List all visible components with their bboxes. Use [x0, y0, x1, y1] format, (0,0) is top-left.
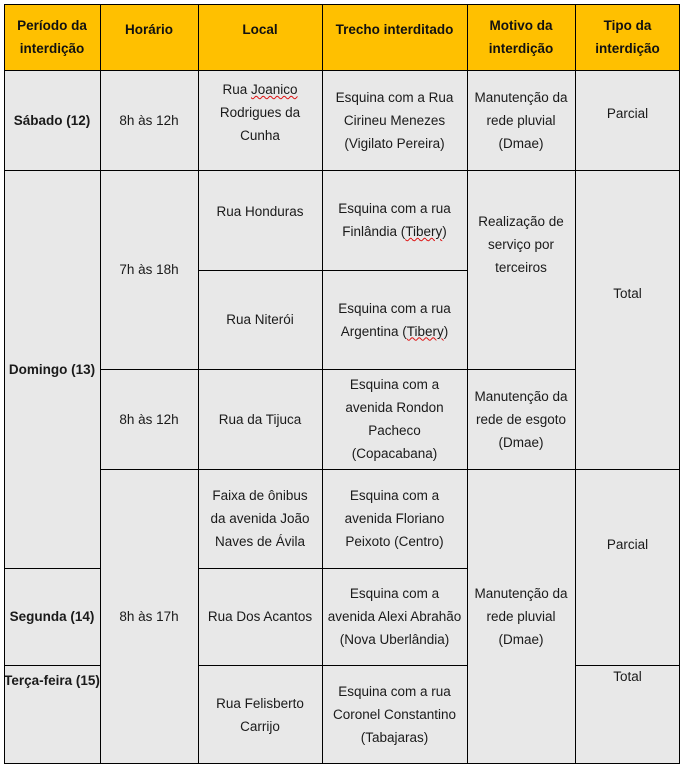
- header-periodo-text: Período da interdição: [17, 18, 87, 56]
- period-sabado-text: Sábado (12): [13, 112, 91, 128]
- tipo-cell: [575, 665, 680, 764]
- trecho-text-part: ): [443, 323, 449, 339]
- tipo-text: Parcial: [606, 105, 649, 121]
- header-periodo: [4, 4, 100, 70]
- trecho-cell: [322, 568, 467, 665]
- local-cell: [198, 665, 322, 764]
- local-text: Rua Honduras: [216, 204, 304, 219]
- header-local: [198, 4, 322, 70]
- tipo-cell: [575, 70, 680, 170]
- trecho-text-part: Tibery: [406, 323, 444, 339]
- local-text: Rua da Tijuca: [218, 411, 302, 427]
- local-cell: [198, 170, 322, 270]
- tipo-text: Total: [613, 669, 642, 684]
- trecho-text: Esquina com a avenida Floriano Peixoto (Centro): [344, 488, 445, 549]
- local-text: Rua Niterói: [226, 312, 294, 327]
- tipo-cell: [575, 170, 680, 469]
- local-text: [208, 78, 312, 147]
- header-tipo-text: Tipo da interdição: [595, 18, 660, 56]
- period-domingo: [4, 170, 100, 568]
- header-trecho-text: Trecho interditado: [335, 22, 454, 37]
- local-text-part: Joanico: [250, 82, 298, 97]
- local-cell: [198, 469, 322, 568]
- period-terca-text: Terça-feira (15): [4, 673, 100, 688]
- period-segunda: [4, 568, 100, 665]
- trecho-text-part: Tibery: [405, 224, 443, 239]
- local-cell: [198, 369, 322, 469]
- time-text: 8h às 12h: [119, 112, 179, 128]
- header-horario-text: Horário: [124, 22, 173, 37]
- motivo-text: Realização de serviço por terceiros: [478, 214, 564, 275]
- header-motivo: [467, 4, 575, 70]
- tipo-cell: [575, 469, 680, 665]
- motivo-text: Manutenção da rede pluvial (Dmae): [474, 586, 568, 647]
- time-cell: [100, 170, 198, 369]
- trecho-text: Esquina com a avenida Rondon Pacheco (Copacabana): [345, 377, 444, 461]
- period-domingo-text: Domingo (13): [8, 361, 96, 377]
- time-text: 8h às 17h: [119, 609, 179, 624]
- header-horario: [100, 4, 198, 70]
- motivo-cell: [467, 469, 575, 764]
- trecho-cell: [322, 469, 467, 568]
- header-trecho: [322, 4, 467, 70]
- period-segunda-text: Segunda (14): [9, 609, 95, 624]
- period-terca: [4, 665, 100, 764]
- header-motivo-text: Motivo da interdição: [488, 18, 554, 56]
- tipo-text: Total: [613, 286, 642, 301]
- trecho-cell: [322, 369, 467, 469]
- local-cell: [198, 70, 322, 170]
- local-cell: [198, 568, 322, 665]
- motivo-text: Manutenção da rede pluvial (Dmae): [474, 89, 568, 151]
- motivo-cell: [467, 170, 575, 369]
- trecho-cell: [322, 270, 467, 369]
- trecho-cell: [322, 70, 467, 170]
- header-tipo: [575, 4, 680, 70]
- trecho-text-part: Esquina com a rua Argentina (: [338, 300, 451, 339]
- trecho-text-part: Esquina com a rua Finlândia (: [338, 201, 451, 239]
- period-sabado: [4, 70, 100, 170]
- trecho-text: Esquina com a rua Coronel Constantino (Tabajaras): [332, 684, 457, 745]
- local-cell: [198, 270, 322, 369]
- trecho-cell: [322, 170, 467, 270]
- tipo-text: Parcial: [606, 536, 649, 552]
- trecho-text-part: ): [442, 224, 447, 239]
- time-text: 8h às 12h: [119, 411, 179, 427]
- motivo-cell: [467, 70, 575, 170]
- time-cell: [100, 70, 198, 170]
- time-text: 7h às 18h: [119, 262, 179, 277]
- motivo-cell: [467, 369, 575, 469]
- time-cell: [100, 369, 198, 469]
- local-text-part: Rodrigues da Cunha: [219, 105, 301, 143]
- trecho-text: Esquina com a Rua Cirineu Menezes (Vigilato Pereira): [335, 89, 454, 151]
- local-text-part: Rua: [222, 82, 251, 97]
- motivo-text: Manutenção da rede de esgoto (Dmae): [474, 388, 568, 450]
- local-text: Rua Dos Acantos: [207, 609, 313, 624]
- header-local-text: Local: [242, 22, 278, 37]
- local-text: Rua Felisberto Carrijo: [216, 695, 304, 734]
- trecho-text: [336, 297, 453, 343]
- trecho-cell: [322, 665, 467, 764]
- local-text: Faixa de ônibus da avenida João Naves de Ávila: [210, 488, 310, 549]
- trecho-text: [336, 197, 453, 243]
- trecho-text: Esquina com a avenida Alexi Abrahão (Nova Uberlândia): [327, 586, 462, 647]
- time-cell: [100, 469, 198, 764]
